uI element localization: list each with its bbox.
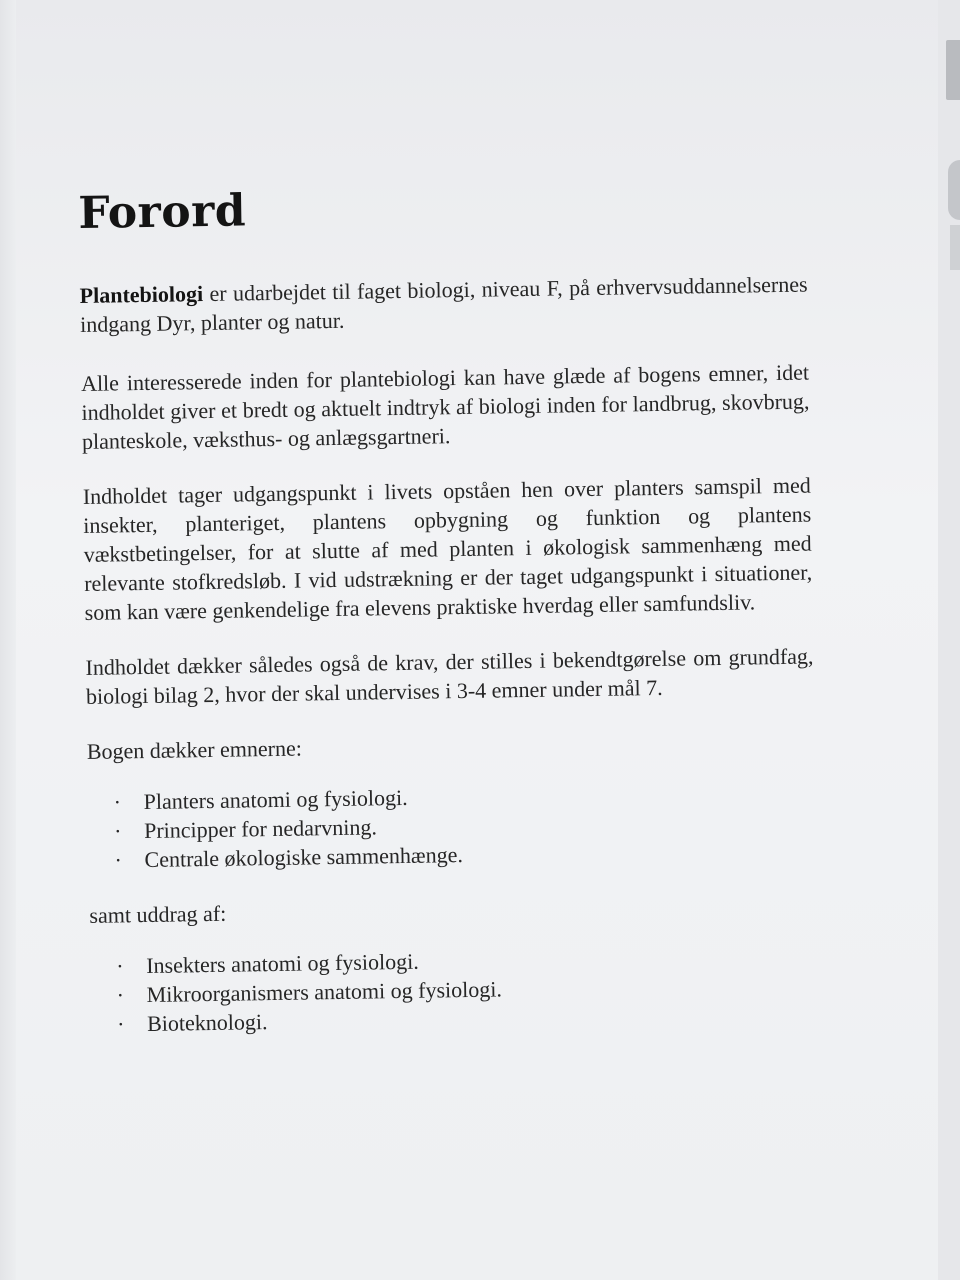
intro-text: er udarbejdet til faget biologi, niveau F, på erhvervsuddannelsernes indgang Dyr, planter og natur. [79,271,808,337]
book-title-bold: Plantebiologi [79,281,204,308]
list-item: · Bioteknologi. [116,1009,268,1037]
paragraph-requirements: Indholdet dækker således også de krav, der stilles i bekendtgørelse om grundfag, biologi bilag 2, hvor der skal undervises i 3-4 emner under mål 7. [85,643,814,709]
excerpts-list [90,940,819,1038]
bullet-icon: · [116,953,124,979]
bullet-icon: · [113,789,122,815]
list-item: · Planters anatomi og fysiologi. [113,784,408,815]
bullet-icon: · [114,847,123,873]
paragraph-audience: Alle interesserede inden for plantebiologi kan have glæde af bogens emner, idet indholdet giver et bredt og aktuelt indtryk af biologi inden for landbrug, skovbrug, planteskole, væksthus- og anlægsgartneri. [80,359,810,454]
page-content [78,177,820,1065]
topics-label: Bogen dækker emnerne: [86,735,303,764]
list-item: · Principper for nedarvning. [113,814,378,844]
page-title: Forord [78,185,247,239]
excerpts-label: samt uddrag af: [89,900,227,928]
bullet-icon: · [113,818,122,844]
edge-mark [950,225,960,270]
edge-mark [948,160,960,220]
list-item: · Centrale økologiske sammenhænge. [114,842,464,873]
list-item: · Mikroorganismers anatomi og fysiologi. [116,976,503,1008]
bullet-icon: · [116,1011,125,1037]
bullet-icon: · [116,982,125,1008]
page-gutter [0,0,16,1280]
list-item: · Insekters anatomi og fysiologi. [116,948,419,979]
topics-list [87,776,816,874]
next-page-edge [938,0,960,1280]
edge-mark [946,40,960,100]
intro-paragraph [79,270,808,339]
paragraph-content: Indholdet tager udgangspunkt i livets opståen hen over planters samspil med insekter, planteriget, plantens opbygning og funktion og plantens vækstbetingelser, for at slutte af med planten i økologisk sammenhæng med relevante stofkredsløb. I vid udstrækning er der taget udgangspunkt i situationer, som kan være genkendelige fra elevens praktiske hverdag eller samfundsliv. [82,472,813,625]
